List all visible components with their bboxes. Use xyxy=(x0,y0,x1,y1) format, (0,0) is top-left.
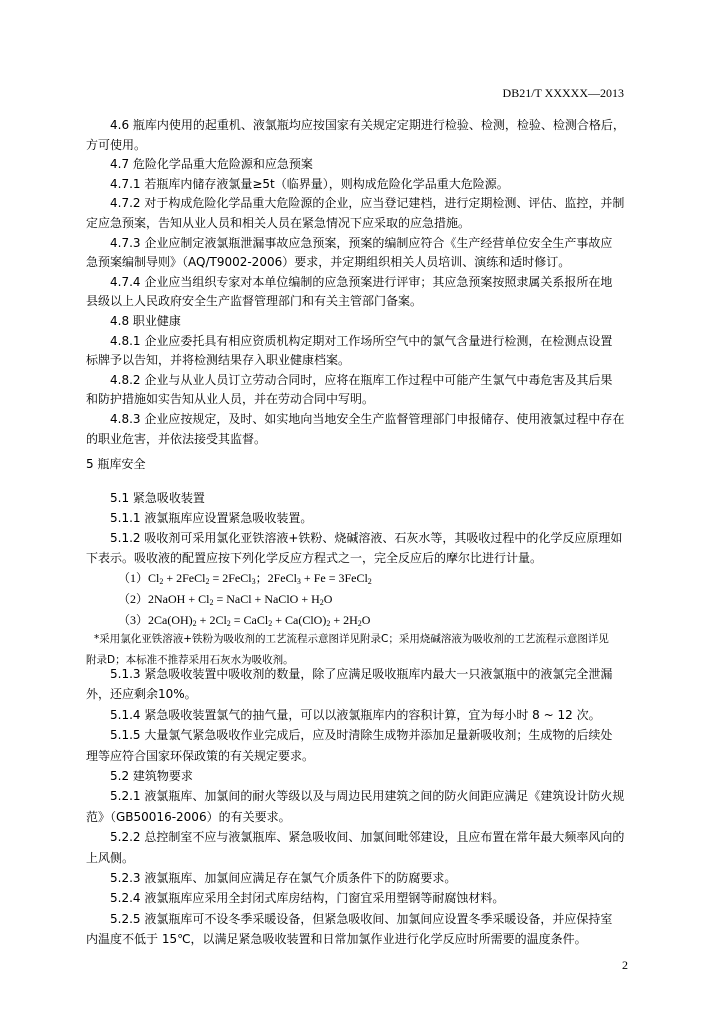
clause-5-2-2: 5.2.2 总控制室不应与液氯瓶库、紧急吸收间、加氯间毗邻建设，且应布置在常年最大频率风向的 xyxy=(110,830,625,844)
clause-5-2-3: 5.2.3 液氯瓶库、加氯间应满足存在氯气介质条件下的防腐要求。 xyxy=(110,871,457,885)
clause-4-8-1-cont: 标牌予以告知，并将检测结果存入职业健康档案。 xyxy=(86,353,351,368)
clause-4-8-1: 4.8.1 企业应委托具有相应资质机构定期对工作场所空气中的氯气含量进行检测，在检测点设置 xyxy=(110,333,613,348)
footnote-absorbent-cont: 附录D；本标准不推荐采用石灰水为吸收剂。 xyxy=(86,654,294,666)
clause-5-2-1-cont: 范》（GB50016-2006）的有关要求。 xyxy=(86,810,291,824)
clause-4-7-4: 4.7.4 企业应当组织专家对本单位编制的应急预案进行评审；其应急预案按照隶属关系报所在地 xyxy=(110,274,613,289)
clause-4-6-cont: 方可使用。 xyxy=(86,137,147,152)
clause-5-1-3-cont: 外，还应剩余10%。 xyxy=(86,687,197,701)
formula-1: $(1)Cl_2$ + 2FeCl$_2$ = 2FeCl$_3$；2FeCl$_3$ + Fe = 3FeCl$_2$ xyxy=(118,571,372,586)
clause-5-1-3: 5.1.3 紧急吸收装置中吸收剂的数量，除了应满足吸收瓶库内最大一只液氯瓶中的液氯完全泄漏 xyxy=(110,667,613,681)
clause-5-2-2-cont: 上风侧。 xyxy=(86,851,135,865)
clause-5-1-5: 5.1.5 大量氯气紧急吸收作业完成后，应及时清除生成物并添加足量新吸收剂；生成物的后续处 xyxy=(110,728,613,742)
clause-4-8-2-cont: 和防护措施如实告知从业人员，并在劳动合同中写明。 xyxy=(86,392,375,407)
formula-2: （2）2NaOH + $Cl_2$ = NaCl + NaClO + $H_2O$ xyxy=(118,592,333,607)
clause-5-1-2-cont: 下表示。吸收液的配置应按下列化学反应方程式之一，完全反应后的摩尔比进行计量。 xyxy=(86,551,543,565)
clause-5-2-1: 5.2.1 液氯瓶库、加氯间的耐火等级以及与周边民用建筑之间的防火间距应满足《建筑设计防火规 xyxy=(110,789,625,803)
clause-4-7-2-cont: 定应急预案，告知从业人员和相关人员在紧急情况下应采取的应急措施。 xyxy=(86,216,471,230)
clause-5-2-4: 5.2.4 液氯瓶库应采用全封闭式库房结构，门窗宜采用塑钢等耐腐蚀材料。 xyxy=(110,891,505,905)
clause-5-2-5-cont: 内温度不低于 15℃，以满足紧急吸收装置和日常加氯作业进行化学反应时所需要的温度条件。 xyxy=(86,932,587,946)
section-5-heading: 5 瓶库安全 xyxy=(86,457,146,471)
clause-5-2-5: 5.2.5 液氯瓶库可不设冬季采暖设备，但紧急吸收间、加氯间应设置冬季采暖设备，并应保持室 xyxy=(110,912,613,926)
clause-4-7-2: 4.7.2 对于构成危险化学品重大危险源的企业，应当登记建档，进行定期检测、评估、监控，并制 xyxy=(110,196,625,211)
clause-5-1-2: 5.1.2 吸收剂可采用氯化亚铁溶液+铁粉、烧碱溶液、石灰水等，其吸收过程中的化学反应原理如 xyxy=(110,531,623,545)
clause-4-7-heading: 4.7 危险化学品重大危险源和应急预案 xyxy=(110,157,313,172)
page-number: 2 xyxy=(622,958,628,972)
clause-4-8-3: 4.8.3 企业应按规定，及时、如实地向当地安全生产监督管理部门申报储存、使用液氯过程中存在 xyxy=(110,412,625,426)
clause-4-7-4-cont: 县级以上人民政府安全生产监督管理部门和有关主管部门备案。 xyxy=(86,294,423,309)
clause-4-7-3: 4.7.3 企业应制定液氯瓶泄漏事故应急预案，预案的编制应符合《生产经营单位安全生产事故应 xyxy=(110,235,613,250)
clause-5-2-heading: 5.2 建筑物要求 xyxy=(110,769,193,783)
clause-5-1-heading: 5.1 紧急吸收装置 xyxy=(110,491,205,505)
clause-4-8-heading: 4.8 职业健康 xyxy=(110,314,181,328)
clause-4-8-3-cont: 的职业危害，并依法接受其监督。 xyxy=(86,431,267,446)
formula-3: $(3)2Ca(OH)_2 + 2Cl_2$ = CaCl$_2$ + $Ca(ClO)_2 + 2H_2O$ xyxy=(118,613,371,628)
clause-5-1-4: 5.1.4 紧急吸收装置氯气的抽气量，可以以液氯瓶库内的容积计算，宜为每小时 8 ~ 12 次。 xyxy=(110,708,601,722)
clause-5-1-1: 5.1.1 液氯瓶库应设置紧急吸收装置。 xyxy=(110,511,313,525)
clause-4-6: 4.6 瓶库内使用的起重机、液氯瓶均应按国家有关规定定期进行检验、检测，检验、检测合格后， xyxy=(110,118,625,132)
clause-4-7-1: 4.7.1 若瓶库内储存液氯量≥5t（临界量），则构成危险化学品重大危险源。 xyxy=(110,176,509,191)
footnote-absorbent: *采用氯化亚铁溶液+铁粉为吸收剂的工艺流程示意图详见附录C；采用烧碱溶液为吸收剂的工艺流程示意图详见 xyxy=(94,633,609,645)
document-code: DB21/T XXXXX—2013 xyxy=(502,86,624,100)
clause-4-8-2: 4.8.2 企业与从业人员订立劳动合同时，应将在瓶库工作过程中可能产生氯气中毒危害及其后果 xyxy=(110,372,613,387)
clause-4-7-3-cont: 急预案编制导则》（AQ/T9002-2006）要求，并定期组织相关人员培训、演练和适时修订。 xyxy=(86,255,571,270)
clause-5-1-5-cont: 理等应符合国家环保政策的有关规定要求。 xyxy=(86,749,315,763)
